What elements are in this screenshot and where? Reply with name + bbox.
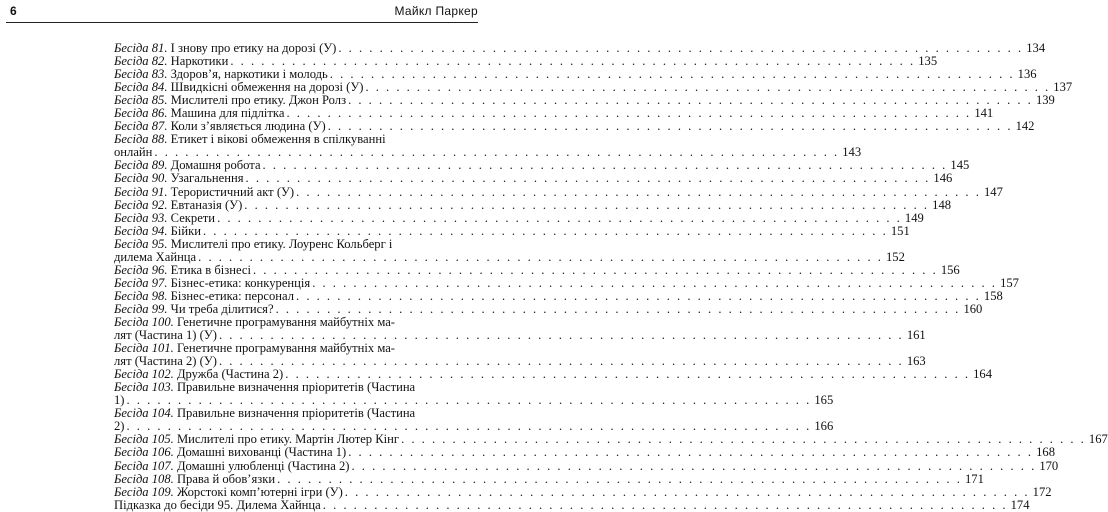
entry-title: Дружба (Частина 2) [176,367,284,382]
entry-number: Бесіда 102. [114,367,174,382]
entry-title-continued: 2) [114,419,125,434]
dot-leader: . . . . . . . . . . . . . . . . . . . . . . . . . . . . . . . . . . . . . . . . . . . . . . . . . . . . . . . . . . . . . . . . . . . [312,275,997,290]
dot-leader: . . . . . . . . . . . . . . . . . . . . . . . . . . . . . . . . . . . . . . . . . . . . . . . . . . . . . . . . . . . . . . . . . . . [344,484,1030,499]
entry-page-number: 171 [964,471,984,486]
dot-leader: . . . . . . . . . . . . . . . . . . . . . . . . . . . . . . . . . . . . . . . . . . . . . . . . . . . . . . . . . . . . . . . . . . . [230,54,916,69]
entry-page-number: 172 [1032,484,1052,499]
dot-leader: . . . . . . . . . . . . . . . . . . . . . . . . . . . . . . . . . . . . . . . . . . . . . . . . . . . . . . . . . . . . . . . . . . . [351,458,1037,473]
entry-page-number: 157 [1000,275,1019,290]
dot-leader: . . . . . . . . . . . . . . . . . . . . . . . . . . . . . . . . . . . . . . . . . . . . . . . . . . . . . . . . . . . . . . . . . . . [217,210,902,225]
entry-number: Бесіда 85. [114,93,168,108]
entry-title-continued: лят (Частина 2) (У) [114,354,217,369]
entry-page-number: 149 [904,210,924,225]
entry-title: Швидкісні обмеження на дорозі (У) [170,80,364,95]
page-number: 6 [10,4,17,18]
entry-page-number: 134 [1026,41,1046,55]
entry-page-number: 145 [950,158,970,173]
dot-leader: . . . . . . . . . . . . . . . . . . . . . . . . . . . . . . . . . . . . . . . . . . . . . . . . . . . . . . . . . . . . . . . . . . . [338,41,1024,55]
dot-leader: . . . . . . . . . . . . . . . . . . . . . . . . . . . . . . . . . . . . . . . . . . . . . . . . . . . . . . . . . . . . . . . . . . . [203,223,888,238]
entry-number: Бесіда 90. [114,171,168,186]
entry-title: Здоров’я, наркотики і молодь [170,67,328,82]
header-rule [6,22,478,23]
entry-page-number: 158 [983,288,1003,303]
table-of-contents [114,41,1108,512]
dot-leader: . . . . . . . . . . . . . . . . . . . . . . . . . . . . . . . . . . . . . . . . . . . . . . . . . . . . . . . . . . . . . . . . . . . [329,67,1015,82]
entry-page-number: 165 [814,393,834,408]
entry-page-number: 151 [890,223,910,238]
entry-number: Бесіда 91. [114,184,168,199]
entry-number: Бесіда 103. [114,380,174,395]
entry-title: Генетичне програмування майбутніх ма- [176,314,395,329]
entry-number: Бесіда 94. [114,223,168,238]
entry-title: Домашня робота [170,158,261,173]
entry-page-number: 141 [974,106,994,121]
dot-leader: . . . . . . . . . . . . . . . . . . . . . . . . . . . . . . . . . . . . . . . . . . . . . . . . . . . . . . . . . . . . . . . . . . . [327,119,1013,134]
dot-leader: . . . . . . . . . . . . . . . . . . . . . . . . . . . . . . . . . . . . . . . . . . . . . . . . . . . . . . . . . . . . . . . . . . . [244,197,930,212]
entry-page-number: 152 [886,249,905,264]
dot-leader: . . . . . . . . . . . . . . . . . . . . . . . . . . . . . . . . . . . . . . . . . . . . . . . . . . . . . . . . . . . . . . . . . . . [154,145,840,160]
page-header [0,0,500,26]
entry-title: Чи треба ділитися? [170,301,274,316]
entry-number: Бесіда 93. [114,210,168,225]
entry-number: Бесіда 101. [114,341,174,356]
entry-title-continued: 1) [114,393,125,408]
entry-page-number: 168 [1036,445,1055,460]
entry-title: Етика в бізнесі [170,262,251,277]
entry-title-continued: дилема Хайнца [114,249,197,264]
entry-number: Бесіда 87. [114,119,168,134]
entry-title: І знову про етику на дорозі (У) [170,41,337,55]
entry-number: Бесіда 99. [114,301,168,316]
entry-number: Бесіда 95. [114,236,168,251]
dot-leader: . . . . . . . . . . . . . . . . . . . . . . . . . . . . . . . . . . . . . . . . . . . . . . . . . . . . . . . . . . . . . . . . . . . [245,171,931,186]
entry-title-continued: онлайн [114,145,153,160]
entry-number: Бесіда 89. [114,158,168,173]
entry-page-number: 166 [814,419,834,434]
dot-leader: . . . . . . . . . . . . . . . . . . . . . . . . . . . . . . . . . . . . . . . . . . . . . . . . . . . . . . . . . . . . . . . . . . . [277,471,962,486]
entry-title: Бізнес-етика: конкуренція [170,275,311,290]
entry-page-number: 160 [963,301,983,316]
running-head: Майкл Паркер [394,4,478,18]
entry-title: Узагальнення [170,171,244,186]
entry-title: Підказка до бесіди 95. Дилема Хайнца [114,497,321,512]
entry-page-number: 143 [842,145,862,160]
entry-title: Мислителі про етику. Лоуренс Кольберг і [170,236,393,251]
entry-title: Бійки [170,223,201,238]
entry-number: Бесіда 104. [114,406,174,421]
entry-title: Мислителі про етику. Джон Ролз [170,93,347,108]
dot-leader: . . . . . . . . . . . . . . . . . . . . . . . . . . . . . . . . . . . . . . . . . . . . . . . . . . . . . . . . . . . . . . . . . . . [401,432,1086,447]
entry-page-number: 139 [1035,93,1055,108]
entry-title: Жорстокі комп’ютерні ігри (У) [176,484,343,499]
entry-title-continued: лят (Частина 1) (У) [114,328,217,343]
entry-number: Бесіда 88. [114,132,168,147]
entry-number: Бесіда 107. [114,458,174,473]
entry-number: Бесіда 84. [114,80,168,95]
entry-title: Права й обов’язки [176,471,276,486]
dot-leader: . . . . . . . . . . . . . . . . . . . . . . . . . . . . . . . . . . . . . . . . . . . . . . . . . . . . . . . . . . . . . . . . . . . [218,328,904,343]
entry-title: Домашні вихованці (Частина 1) [176,445,347,460]
entry-page-number: 167 [1088,432,1108,447]
dot-leader: . . . . . . . . . . . . . . . . . . . . . . . . . . . . . . . . . . . . . . . . . . . . . . . . . . . . . . . . . . . . . . . . . . . [365,80,1051,95]
entry-title: Мислителі про етику. Мартін Лютер Кінг [176,432,400,447]
dot-leader: . . . . . . . . . . . . . . . . . . . . . . . . . . . . . . . . . . . . . . . . . . . . . . . . . . . . . . . . . . . . . . . . . . . [126,393,812,408]
entry-number: Бесіда 105. [114,432,174,447]
entry-number: Бесіда 96. [114,262,168,277]
entry-title: Коли з’являється людина (У) [170,119,326,134]
dot-leader: . . . . . . . . . . . . . . . . . . . . . . . . . . . . . . . . . . . . . . . . . . . . . . . . . . . . . . . . . . . . . . . . . . . [322,497,1008,512]
dot-leader: . . . . . . . . . . . . . . . . . . . . . . . . . . . . . . . . . . . . . . . . . . . . . . . . . . . . . . . . . . . . . . . . . . . [348,445,1033,460]
dot-leader: . . . . . . . . . . . . . . . . . . . . . . . . . . . . . . . . . . . . . . . . . . . . . . . . . . . . . . . . . . . . . . . . . . . [198,249,883,264]
entry-page-number: 147 [983,184,1003,199]
entry-title: Секрети [170,210,216,225]
entry-title: Правильне визначення пріоритетів (Частина [176,380,416,395]
entry-number: Бесіда 108. [114,471,174,486]
entry-title: Бізнес-етика: персонал [170,288,295,303]
entry-page-number: 135 [918,54,938,69]
entry-number: Бесіда 86. [114,106,168,121]
entry-page-number: 142 [1015,119,1035,134]
entry-number: Бесіда 92. [114,197,168,212]
entry-page-number: 136 [1017,67,1037,82]
dot-leader: . . . . . . . . . . . . . . . . . . . . . . . . . . . . . . . . . . . . . . . . . . . . . . . . . . . . . . . . . . . . . . . . . . . [296,184,981,199]
dot-leader: . . . . . . . . . . . . . . . . . . . . . . . . . . . . . . . . . . . . . . . . . . . . . . . . . . . . . . . . . . . . . . . . . . . [126,419,812,434]
dot-leader: . . . . . . . . . . . . . . . . . . . . . . . . . . . . . . . . . . . . . . . . . . . . . . . . . . . . . . . . . . . . . . . . . . . [285,367,971,382]
entry-title: Генетичне програмування майбутніх ма- [176,341,395,356]
dot-leader: . . . . . . . . . . . . . . . . . . . . . . . . . . . . . . . . . . . . . . . . . . . . . . . . . . . . . . . . . . . . . . . . . . . [275,301,961,316]
entry-number: Бесіда 98. [114,288,168,303]
dot-leader: . . . . . . . . . . . . . . . . . . . . . . . . . . . . . . . . . . . . . . . . . . . . . . . . . . . . . . . . . . . . . . . . . . . [218,354,904,369]
entry-number: Бесіда 97. [114,275,168,290]
entry-number: Бесіда 109. [114,484,174,499]
entry-number: Бесіда 100. [114,314,174,329]
entry-number: Бесіда 83. [114,67,168,82]
entry-page-number: 174 [1010,497,1030,512]
entry-number: Бесіда 106. [114,445,174,460]
entry-title: Домашні улюбленці (Частина 2) [176,458,350,473]
entry-title: Етикет і вікові обмеження в спілкуванні [170,132,386,147]
dot-leader: . . . . . . . . . . . . . . . . . . . . . . . . . . . . . . . . . . . . . . . . . . . . . . . . . . . . . . . . . . . . . . . . . . . [296,288,981,303]
entry-title: Терористичний акт (У) [170,184,295,199]
entry-page-number: 137 [1053,80,1073,95]
entry-number: Бесіда 81. [114,41,168,55]
entry-title: Правильне визначення пріоритетів (Частина [176,406,416,421]
dot-leader: . . . . . . . . . . . . . . . . . . . . . . . . . . . . . . . . . . . . . . . . . . . . . . . . . . . . . . . . . . . . . . . . . . . [348,93,1033,108]
entry-number: Бесіда 82. [114,54,168,69]
dot-leader: . . . . . . . . . . . . . . . . . . . . . . . . . . . . . . . . . . . . . . . . . . . . . . . . . . . . . . . . . . . . . . . . . . . [252,262,938,277]
entry-page-number: 164 [973,367,993,382]
dot-leader: . . . . . . . . . . . . . . . . . . . . . . . . . . . . . . . . . . . . . . . . . . . . . . . . . . . . . . . . . . . . . . . . . . . [286,106,972,121]
entry-page-number: 156 [940,262,960,277]
toc-entry [114,497,1030,512]
dot-leader: . . . . . . . . . . . . . . . . . . . . . . . . . . . . . . . . . . . . . . . . . . . . . . . . . . . . . . . . . . . . . . . . . . . [262,158,948,173]
toc-entry-line [114,238,414,251]
entry-page-number: 170 [1039,458,1059,473]
entry-page-number: 148 [932,197,952,212]
entry-title: Евтаназія (У) [170,197,243,212]
entry-page-number: 146 [933,171,953,186]
entry-page-number: 161 [906,328,926,343]
entry-page-number: 163 [906,354,926,369]
entry-title: Наркотики [170,54,229,69]
entry-title: Машина для підлітка [170,106,285,121]
